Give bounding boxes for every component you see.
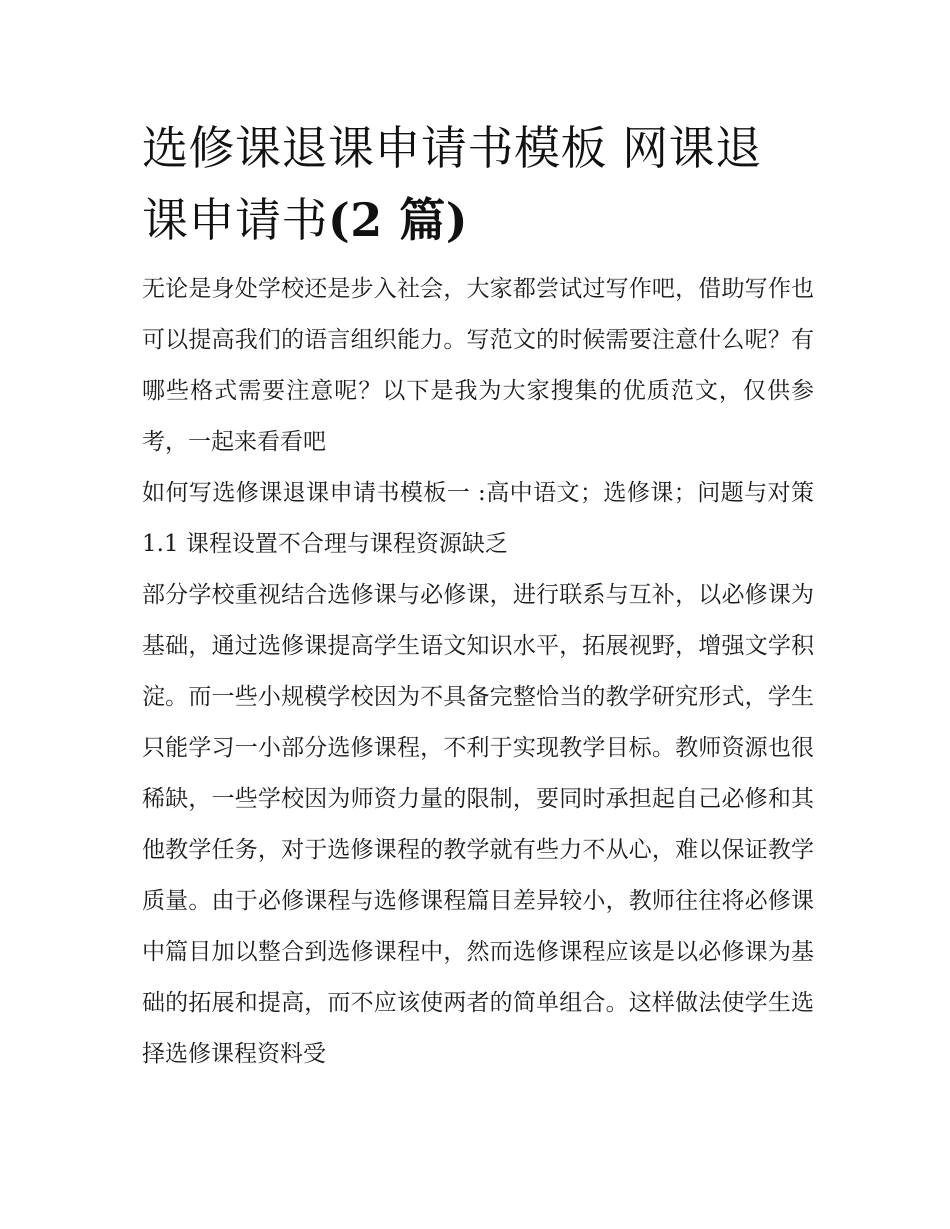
- body-paragraph: 部分学校重视结合选修课与必修课，进行联系与互补，以必修课为基础，通过选修课提高学生语文知识水平，拓展视野，增强文学积淀。而一些小规模学校因为不具备完整恰当的教学研究形式，学生只能学习一小部分选修课程，不利于实现教学目标。教师资源也很稀缺，一些学校因为师资力量的限制，要同时承担起自己必修和其他教学任务，对于选修课程的教学就有些力不从心，难以保证教学质量。由于必修课程与选修课程篇目差异较小，教师往往将必修课中篇目加以整合到选修课程中，然而选修课程应该是以必修课为基础的拓展和提高，而不应该使两者的简单组合。这样做法使学生选择选修课程资料受: [142, 582, 814, 1067]
- title-line-2-suffix: (2 篇): [328, 193, 469, 247]
- subheading-paragraph: 如何写选修课退课申请书模板一 :高中语文；选修课；问题与对策 1.1 课程设置不合理与课程资源缺乏: [142, 480, 814, 557]
- title-line-2-prefix: 课申请书: [142, 193, 328, 247]
- title-line-1: 选修课退课申请书模板 网课退: [142, 121, 762, 175]
- document-title: [142, 112, 814, 256]
- intro-paragraph: 无论是身处学校还是步入社会，大家都尝试过写作吧，借助写作也可以提高我们的语言组织能力。写范文的时候需要注意什么呢？有哪些格式需要注意呢？以下是我为大家搜集的优质范文，仅供参考，一起来看看吧: [142, 276, 814, 455]
- document-content: [142, 112, 814, 1080]
